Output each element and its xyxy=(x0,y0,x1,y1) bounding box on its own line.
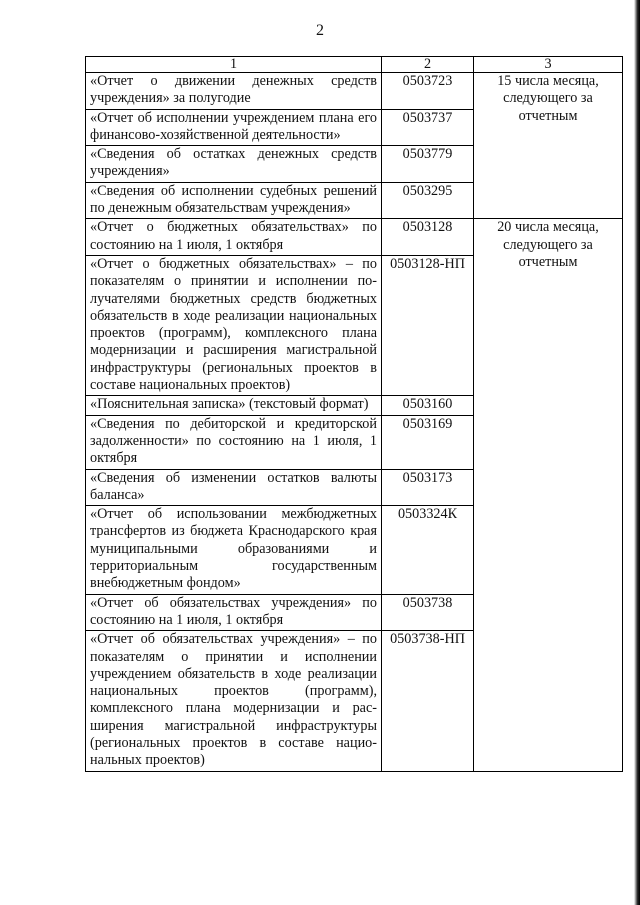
table-row xyxy=(86,219,623,256)
table-row xyxy=(86,73,623,110)
form-code-cell: 0503737 xyxy=(382,109,474,146)
form-name-cell: «Отчет об обязательствах учреждения» – по показателям о принятии и исполнении учреждением обязательств в ходе реализации национальных проектов (программ), комплексного плана модернизации и расширения магистральной инфраструктуры (региональных проектов в составе национальных проектов) xyxy=(86,631,382,771)
form-code-cell: 0503173 xyxy=(382,469,474,506)
form-code-cell: 0503128 xyxy=(382,219,474,256)
scan-edge xyxy=(634,0,640,905)
page-number: 2 xyxy=(316,22,324,39)
form-code-cell: 0503295 xyxy=(382,182,474,219)
form-name-cell: «Отчет о движении денежных средств учреждения» за полугодие xyxy=(86,73,382,110)
form-code-cell: 0503738-НП xyxy=(382,631,474,771)
form-name-cell: «Сведения об остатках денежных средств учреждения» xyxy=(86,146,382,183)
form-name-cell: «Сведения об изменении остатков валюты баланса» xyxy=(86,469,382,506)
reporting-forms-table xyxy=(85,56,623,772)
deadline-cell: 20 числа месяца, следующего за отчетным xyxy=(474,219,623,771)
form-code-cell: 0503738 xyxy=(382,594,474,631)
form-code-cell: 0503779 xyxy=(382,146,474,183)
header-cell-2: 2 xyxy=(382,57,474,73)
form-name-cell: «Отчет о бюджетных обязательствах» по состоянию на 1 июля, 1 октября xyxy=(86,219,382,256)
header-cell-3: 3 xyxy=(474,57,623,73)
header-cell-1: 1 xyxy=(86,57,382,73)
table-body xyxy=(86,73,623,772)
form-code-cell: 0503169 xyxy=(382,415,474,469)
form-code-cell: 0503128-НП xyxy=(382,255,474,395)
form-name-cell: «Сведения по дебиторской и кредиторской задолженности» по состоянию на 1 июля, 1 октября xyxy=(86,415,382,469)
form-name-cell: «Отчет об обязательствах учреждения» по состоянию на 1 июля, 1 октября xyxy=(86,594,382,631)
form-code-cell: 0503160 xyxy=(382,396,474,415)
form-code-cell: 0503324К xyxy=(382,506,474,594)
header-row xyxy=(86,57,623,73)
form-name-cell: «Сведения об исполнении судебных решений по денежным обязательствам учреждения» xyxy=(86,182,382,219)
form-name-cell: «Отчет об использовании межбюджетных трансфертов из бюджета Краснодарского края муниципальными образованиями и территориальным государственным внебюджетным фондом» xyxy=(86,506,382,594)
form-code-cell: 0503723 xyxy=(382,73,474,110)
form-name-cell: «Отчет о бюджетных обязательствах» – по показателям о принятии и исполнении получателями бюджетных средств бюджетных обязательств в ходе реализации национальных проектов (программ), комплексного плана модернизации и расширения магистральной инфраструктуры (региональных проектов в составе национальных проектов) xyxy=(86,255,382,395)
form-name-cell: «Пояснительная записка» (текстовый формат) xyxy=(86,396,382,415)
form-name-cell: «Отчет об исполнении учреждением плана его финансово-хозяйственной деятельности» xyxy=(86,109,382,146)
deadline-cell: 15 числа месяца, следующего за отчетным xyxy=(474,73,623,219)
